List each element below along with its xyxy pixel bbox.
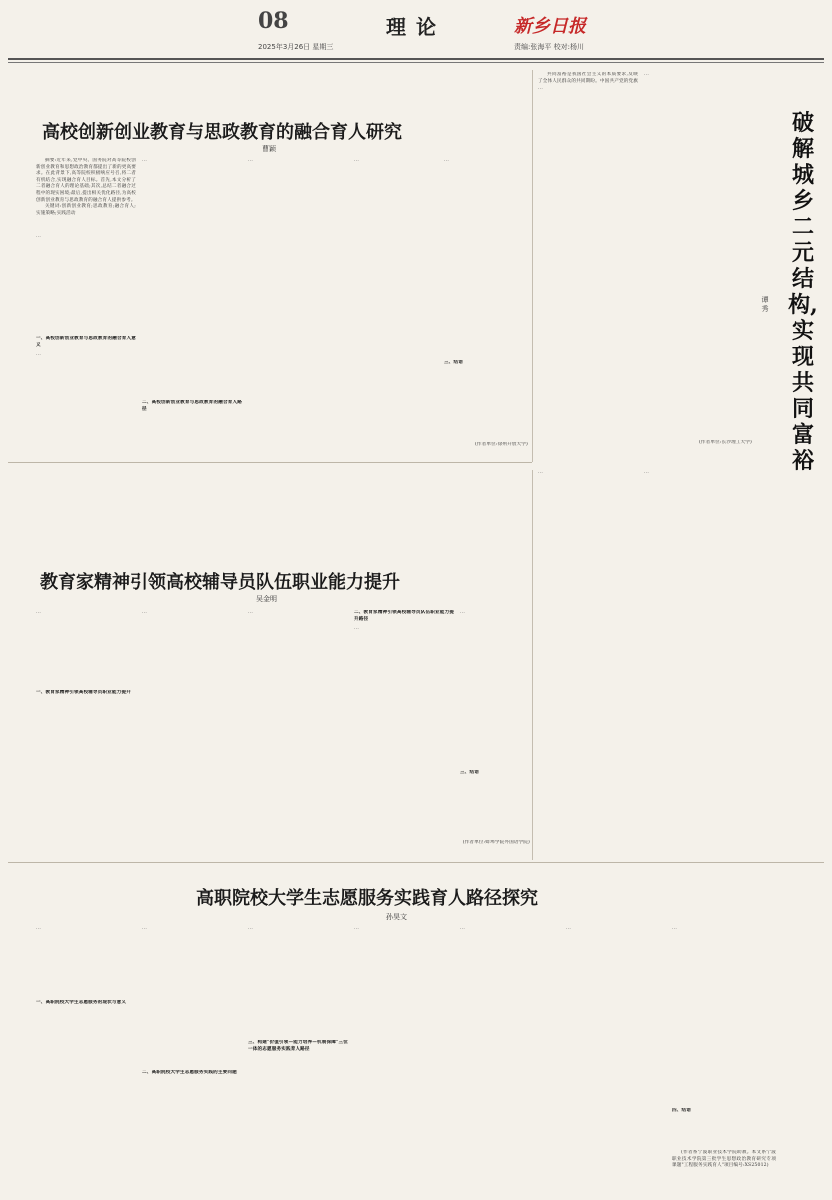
article2-body-col2: ... — [142, 610, 147, 615]
article1-author: 曹颖 — [262, 145, 276, 153]
article2-body-col1: ... — [36, 610, 41, 615]
article2-author: 吴金明 — [256, 595, 277, 603]
article1-body-col4: ... — [354, 158, 359, 163]
article4-body-col3: ... — [538, 470, 543, 475]
article4-intro-text: 共同富裕是我国社会主义的本质要求,反映了全体人民群众的共同期盼。中国共产党的党旗 — [538, 72, 638, 84]
article3-author: 孙昊文 — [386, 913, 407, 921]
header-rule — [8, 58, 824, 60]
column-divider — [532, 470, 533, 860]
article4-body-col2: ... — [644, 72, 649, 77]
article2-body-col4: ... — [354, 626, 359, 631]
article3-subhead-1: 一、高职院校大学生志愿服务的现状与意义 — [36, 1000, 127, 1005]
newspaper-logo: 新乡日报 — [514, 16, 586, 37]
section-rule — [8, 462, 532, 463]
article3-body-col2: ... — [142, 926, 147, 931]
article2-subhead-2: 二、教育家精神引领高校辅导员队伍职业能力提升路径 — [354, 610, 454, 622]
article2-subhead-3: 三、结语 — [460, 770, 479, 775]
article3-body-col4: ... — [354, 926, 359, 931]
article3-body-col6: ... — [566, 926, 571, 931]
article1-body-col2: ... — [142, 158, 147, 163]
article3-subhead-4: 四、结语 — [672, 1108, 691, 1113]
article2-body-col3: ... — [248, 610, 253, 615]
article2-affiliation — [460, 840, 530, 848]
article4-body-col4: ... — [644, 470, 649, 475]
section-rule — [8, 862, 824, 863]
article4-affiliation — [644, 440, 752, 448]
article1-affiliation-text: (作者单位:徐州开放大学) — [474, 442, 528, 447]
issue-date: 2025年3月26日 星期三 — [258, 43, 334, 51]
article2-title: 教育家精神引领高校辅导员队伍职业能力提升 — [40, 572, 400, 593]
header-rule-thin — [8, 62, 824, 63]
article1-abstract-text: 摘要:近年来,党中央、国务院对高等院校创新创业教育和思想政治教育都提出了新的更高要求。在此背景下,高等院校积极响应号召,将二者有机结合,实现融合育人目标。首先,本文分析了二者融合育人的理论基础;其次,总结二者融合过程中的现实困境;最后,提出相关优化路径,为高校创新创业教育与思政教育的融合育人提供参考。 — [36, 158, 136, 203]
article3-affiliation — [672, 1150, 776, 1190]
article3-body-col3: ... — [248, 926, 253, 931]
article1-subhead-2: 二、高校创新创业教育与思政教育的融合育人路径 — [142, 400, 242, 412]
article3-affiliation-text: (作者系宁波职业技术学院助教。本文系宁波职业技术学院第三批学生思想政治教育研究专项课题"工程服务实践育人"项目编号:XS25012) — [672, 1150, 776, 1169]
article4-intro — [538, 72, 638, 84]
article1-keywords: 关键词:创新创业教育;思政教育;融合育人;实施策略;实践活动 — [36, 204, 136, 216]
article2-body-col5: ... — [460, 610, 465, 615]
page-number: 08 — [258, 8, 289, 34]
article1-abstract — [36, 158, 136, 232]
column-divider — [532, 70, 533, 462]
article2-affiliation-text: (作者单位:蚌埠学院外国语学院) — [462, 840, 530, 845]
article1-affiliation — [444, 442, 528, 450]
section-title: 理论 — [386, 15, 446, 39]
article3-subhead-3: 三、构建"价值引领—能力培养—机制保障"三位一体的志愿服务实践育人路径 — [248, 1040, 348, 1052]
article1-subhead-1: 一、高校创新创业教育与思政教育的融合育人意义 — [36, 336, 136, 348]
article2-subhead-1: 一、教育家精神引领高校辅导员职业能力提升 — [36, 690, 131, 695]
article3-subhead-2: 二、高职院校大学生志愿服务实践的主要问题 — [142, 1070, 237, 1075]
article4-author: 谭秀 — [761, 296, 769, 313]
article1-body-col3: ... — [248, 158, 253, 163]
article1-body-col1b: ... — [36, 352, 41, 357]
article1-title: 高校创新创业教育与思政教育的融合育人研究 — [42, 122, 402, 143]
article4-body-col1: ... — [538, 86, 543, 91]
article4-title: 破解城乡二元结构,实现共同富裕 — [788, 110, 818, 474]
article4-affiliation-text: (作者单位:长沙理工大学) — [698, 440, 752, 445]
article3-body-col5: ... — [460, 926, 465, 931]
article1-subhead-3: 三、结语 — [444, 360, 463, 365]
article3-body-col7: ... — [672, 926, 677, 931]
article1-body-col5: ... — [444, 158, 449, 163]
article3-body-col1: ... — [36, 926, 41, 931]
editor-credits: 责编:张海平 校对:杨川 — [514, 43, 584, 51]
article3-title: 高职院校大学生志愿服务实践育人路径探究 — [196, 888, 538, 909]
article1-body-col1: ... — [36, 234, 41, 239]
